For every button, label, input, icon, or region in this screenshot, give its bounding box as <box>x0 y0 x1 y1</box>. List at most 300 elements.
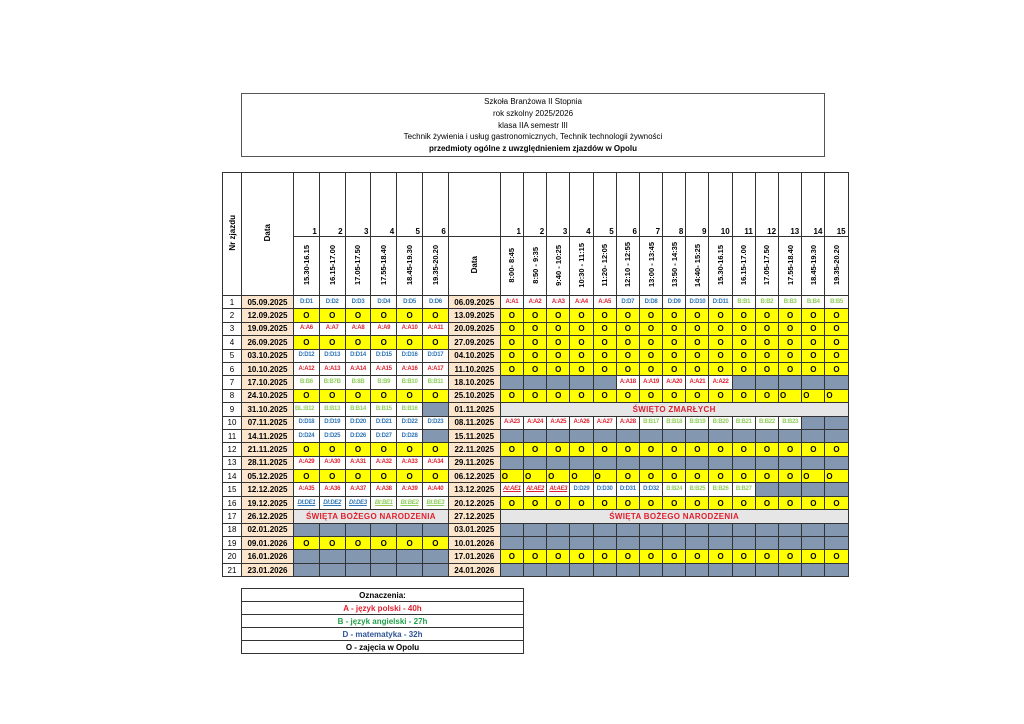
empty-slot <box>732 537 755 550</box>
empty-slot <box>523 537 546 550</box>
friday-date: 26.09.2025 <box>242 336 294 349</box>
math-lesson: D:D5 <box>397 296 423 309</box>
english-lesson: B:B18 <box>663 416 686 429</box>
english-lesson: B:B10 <box>397 376 423 389</box>
empty-slot <box>593 456 616 469</box>
opole-slot: O <box>686 349 709 362</box>
friday-date: 02.01.2025 <box>242 523 294 536</box>
opole-slot: O <box>732 349 755 362</box>
saturday-period-number: 4 <box>570 173 593 237</box>
opole-slot: O <box>319 389 345 402</box>
empty-slot <box>732 456 755 469</box>
polish-lesson: A:A9 <box>371 322 397 335</box>
opole-slot: O <box>686 550 709 563</box>
opole-slot: O <box>345 309 371 322</box>
empty-slot <box>802 429 825 442</box>
table-row <box>223 349 849 362</box>
friday-date: 17.10.2025 <box>242 376 294 389</box>
empty-slot <box>319 523 345 536</box>
empty-slot <box>547 563 570 576</box>
saturday-date: 13.12.2025 <box>448 483 500 496</box>
math-lesson: D:D19 <box>319 416 345 429</box>
table-row <box>223 376 849 389</box>
opole-slot: O <box>732 309 755 322</box>
opole-slot: O <box>663 550 686 563</box>
polish-lesson: A:A15 <box>371 362 397 375</box>
friday-period-time-label: 18.45-19.30 <box>405 244 415 286</box>
opole-slot: O <box>593 349 616 362</box>
opole-slot: O <box>500 349 523 362</box>
opole-slot: O <box>802 362 825 375</box>
opole-slot: O <box>825 362 848 375</box>
polish-lesson: A:A24 <box>523 416 546 429</box>
friday-period-number: 2 <box>319 173 345 237</box>
empty-slot <box>639 429 662 442</box>
table-row <box>223 336 849 349</box>
empty-slot <box>825 563 848 576</box>
row-number: 7 <box>223 376 242 389</box>
saturday-period-time <box>779 237 802 296</box>
saturday-period-time-label: 10:30 - 11:15 <box>576 242 586 288</box>
opole-slot: O <box>686 470 709 483</box>
holiday-banner: ŚWIĘTA BOŻEGO NARODZENIA <box>294 510 449 523</box>
saturday-period-number: 1 <box>500 173 523 237</box>
empty-slot <box>294 563 320 576</box>
opole-slot: O <box>732 389 755 402</box>
polish-lesson: A:A27 <box>593 416 616 429</box>
row-number: 5 <box>223 349 242 362</box>
math-lesson: D:D20 <box>345 416 371 429</box>
empty-slot <box>570 563 593 576</box>
opole-slot: O <box>371 336 397 349</box>
holiday-banner: ŚWIĘTA BOŻEGO NARODZENIA <box>500 510 848 523</box>
opole-slot: O <box>802 309 825 322</box>
opole-slot: O <box>639 550 662 563</box>
opole-slot: O <box>570 550 593 563</box>
english-lesson: BI:BE1 <box>371 496 397 509</box>
table-row <box>223 429 849 442</box>
opole-slot: O <box>547 322 570 335</box>
empty-slot <box>755 376 778 389</box>
empty-slot <box>755 537 778 550</box>
opole-slot: O <box>686 309 709 322</box>
opole-slot: O <box>547 362 570 375</box>
opole-slot: O <box>593 322 616 335</box>
opole-slot: O <box>616 336 639 349</box>
opole-slot: O <box>802 443 825 456</box>
saturday-period-time <box>639 237 662 296</box>
math-lesson: D:D22 <box>397 416 423 429</box>
empty-slot <box>593 523 616 536</box>
empty-slot <box>802 523 825 536</box>
opole-slot: O <box>639 322 662 335</box>
opole-slot: O <box>779 362 802 375</box>
opole-slot: O <box>345 389 371 402</box>
opole-slot: O <box>500 470 523 483</box>
friday-date: 12.12.2025 <box>242 483 294 496</box>
legend-title: Oznaczenia: <box>242 589 524 602</box>
empty-slot <box>709 523 732 536</box>
table-row <box>223 389 849 402</box>
english-lesson: B:B7B <box>319 376 345 389</box>
opole-slot: O <box>639 362 662 375</box>
opole-slot: O <box>570 496 593 509</box>
opole-slot: O <box>825 470 848 483</box>
opole-slot: O <box>779 470 802 483</box>
opole-slot: O <box>294 470 320 483</box>
empty-slot <box>345 523 371 536</box>
empty-slot <box>709 456 732 469</box>
table-row <box>223 523 849 536</box>
opole-slot: O <box>779 349 802 362</box>
opole-slot: O <box>397 443 423 456</box>
empty-slot <box>825 456 848 469</box>
opole-slot: O <box>709 362 732 375</box>
friday-date: 12.09.2025 <box>242 309 294 322</box>
saturday-date: 10.01.2026 <box>448 537 500 550</box>
empty-slot <box>616 456 639 469</box>
opole-slot: O <box>523 309 546 322</box>
empty-slot <box>686 563 709 576</box>
legend-table <box>241 588 524 654</box>
saturday-period-number: 2 <box>523 173 546 237</box>
opole-slot: O <box>709 389 732 402</box>
opole-slot: O <box>547 496 570 509</box>
polish-lesson: A:A5 <box>593 296 616 309</box>
opole-slot: O <box>371 537 397 550</box>
opole-slot: O <box>779 309 802 322</box>
opole-slot: O <box>639 389 662 402</box>
opole-slot: O <box>523 322 546 335</box>
empty-slot <box>319 550 345 563</box>
opole-slot: O <box>593 443 616 456</box>
polish-lesson: A:A3 <box>547 296 570 309</box>
table-row <box>223 322 849 335</box>
opole-slot: O <box>570 389 593 402</box>
opole-slot: O <box>825 443 848 456</box>
friday-period-number: 4 <box>371 173 397 237</box>
opole-slot: O <box>639 309 662 322</box>
english-lesson: B:B15 <box>371 403 397 416</box>
friday-period-number: 5 <box>397 173 423 237</box>
empty-slot <box>779 429 802 442</box>
english-lesson: B:B21 <box>732 416 755 429</box>
opole-slot: O <box>755 349 778 362</box>
empty-slot <box>802 456 825 469</box>
opole-slot: O <box>345 336 371 349</box>
saturday-date: 27.12.2025 <box>448 510 500 523</box>
math-lesson: D:D17 <box>422 349 448 362</box>
opole-slot: O <box>755 389 778 402</box>
opole-slot: O <box>319 336 345 349</box>
opole-slot: O <box>663 349 686 362</box>
saturday-period-time-label: 8:50 - 9:35 <box>530 246 540 284</box>
legend-english: B - język angielski - 27h <box>242 615 524 628</box>
empty-slot <box>732 563 755 576</box>
schedule-body <box>223 296 849 577</box>
polish-lesson: A:A26 <box>570 416 593 429</box>
opole-slot: O <box>570 443 593 456</box>
opole-slot: O <box>709 336 732 349</box>
opole-slot: O <box>500 309 523 322</box>
empty-slot <box>755 483 778 496</box>
opole-slot: O <box>422 336 448 349</box>
opole-slot: O <box>825 322 848 335</box>
friday-date: 10.10.2025 <box>242 362 294 375</box>
empty-slot <box>802 563 825 576</box>
opole-slot: O <box>802 322 825 335</box>
opole-slot: O <box>663 336 686 349</box>
col-date-fri-header <box>242 173 294 296</box>
empty-slot <box>371 550 397 563</box>
opole-slot: O <box>593 550 616 563</box>
opole-slot: O <box>547 443 570 456</box>
opole-slot: O <box>802 550 825 563</box>
saturday-period-time-label: 17.55-18.40 <box>785 244 795 286</box>
opole-slot: O <box>663 470 686 483</box>
english-lesson: B:8B <box>345 376 371 389</box>
saturday-period-time <box>523 237 546 296</box>
row-number: 12 <box>223 443 242 456</box>
friday-period-time <box>422 237 448 296</box>
friday-period-time-label: 16.15-17.00 <box>327 244 337 286</box>
saturday-period-time-label: 8:00- 8:45 <box>507 247 517 283</box>
polish-lesson: A:A20 <box>663 376 686 389</box>
saturday-period-time <box>802 237 825 296</box>
empty-slot <box>422 523 448 536</box>
friday-date: 24.10.2025 <box>242 389 294 402</box>
friday-period-time <box>294 237 320 296</box>
saturday-date: 04.10.2025 <box>448 349 500 362</box>
friday-date: 28.11.2025 <box>242 456 294 469</box>
opole-slot: O <box>319 537 345 550</box>
friday-date: 05.09.2025 <box>242 296 294 309</box>
math-lesson: DI:DE3 <box>345 496 371 509</box>
school-name: Szkoła Branżowa II Stopnia <box>484 97 582 106</box>
opole-slot: O <box>779 443 802 456</box>
opole-slot: O <box>593 309 616 322</box>
empty-slot <box>345 563 371 576</box>
opole-slot: O <box>825 389 848 402</box>
empty-slot <box>686 537 709 550</box>
polish-lesson: A:A19 <box>639 376 662 389</box>
polish-lesson: A:A12 <box>294 362 320 375</box>
empty-slot <box>616 537 639 550</box>
row-number: 17 <box>223 510 242 523</box>
opole-slot: O <box>547 550 570 563</box>
col-nr-label: Nr zjazdu <box>227 215 237 251</box>
math-lesson: D:D25 <box>319 429 345 442</box>
polish-lesson: A:A16 <box>397 362 423 375</box>
english-lesson: B:B19 <box>686 416 709 429</box>
english-lesson: B:B17 <box>639 416 662 429</box>
saturday-period-time-label: 14:40- 15:25 <box>692 243 702 287</box>
empty-slot <box>570 429 593 442</box>
english-lesson: B:B14 <box>345 403 371 416</box>
empty-slot <box>825 483 848 496</box>
empty-slot <box>755 429 778 442</box>
polish-lesson: AI:AE3 <box>547 483 570 496</box>
polish-lesson: A:A6 <box>294 322 320 335</box>
opole-slot: O <box>319 309 345 322</box>
table-row <box>223 470 849 483</box>
polish-lesson: A:A2 <box>523 296 546 309</box>
saturday-period-time-label: 17.05-17.50 <box>762 244 772 286</box>
empty-slot <box>593 537 616 550</box>
saturday-date: 20.09.2025 <box>448 322 500 335</box>
empty-slot <box>547 456 570 469</box>
opole-slot: O <box>397 309 423 322</box>
opole-slot: O <box>345 470 371 483</box>
friday-period-number: 6 <box>422 173 448 237</box>
friday-date: 26.12.2025 <box>242 510 294 523</box>
opole-slot: O <box>709 496 732 509</box>
empty-slot <box>779 523 802 536</box>
math-lesson: D:D29 <box>570 483 593 496</box>
english-lesson: B:B25 <box>686 483 709 496</box>
opole-slot: O <box>616 362 639 375</box>
polish-lesson: A:A39 <box>397 483 423 496</box>
saturday-period-time <box>500 237 523 296</box>
saturday-period-time <box>570 237 593 296</box>
opole-slot: O <box>294 443 320 456</box>
opole-slot: O <box>500 389 523 402</box>
empty-slot <box>294 523 320 536</box>
math-lesson: D:D4 <box>371 296 397 309</box>
saturday-period-time <box>709 237 732 296</box>
empty-slot <box>422 403 448 416</box>
friday-date: 14.11.2025 <box>242 429 294 442</box>
empty-slot <box>547 429 570 442</box>
empty-slot <box>570 376 593 389</box>
saturday-date: 13.09.2025 <box>448 309 500 322</box>
math-lesson: D:D2 <box>319 296 345 309</box>
english-lesson: B:B20 <box>709 416 732 429</box>
saturday-period-time-label: 13:00 - 13:45 <box>646 242 656 288</box>
friday-date: 05.12.2025 <box>242 470 294 483</box>
opole-slot: O <box>755 470 778 483</box>
english-lesson: B:B16 <box>397 403 423 416</box>
opole-slot: O <box>639 470 662 483</box>
saturday-date: 03.01.2025 <box>448 523 500 536</box>
opole-slot: O <box>547 309 570 322</box>
math-lesson: D:D12 <box>294 349 320 362</box>
table-row <box>223 537 849 550</box>
friday-period-time <box>345 237 371 296</box>
empty-slot <box>709 563 732 576</box>
row-number: 15 <box>223 483 242 496</box>
saturday-period-time-label: 19.35-20.20 <box>832 244 841 286</box>
empty-slot <box>779 376 802 389</box>
opole-slot: O <box>371 389 397 402</box>
saturday-period-time-label: 15.30-16.15 <box>716 244 726 286</box>
english-lesson: B:B2 <box>755 296 778 309</box>
opole-slot: O <box>639 443 662 456</box>
math-lesson: D:D8 <box>639 296 662 309</box>
friday-date: 23.01.2026 <box>242 563 294 576</box>
table-row <box>223 496 849 509</box>
opole-slot: O <box>686 443 709 456</box>
saturday-date: 20.12.2025 <box>448 496 500 509</box>
table-row <box>223 403 849 416</box>
empty-slot <box>547 376 570 389</box>
saturday-date: 29.11.2025 <box>448 456 500 469</box>
saturday-period-time-label: 12:10 - 12:55 <box>623 242 633 288</box>
saturday-period-time <box>616 237 639 296</box>
opole-slot: O <box>732 470 755 483</box>
empty-slot <box>755 523 778 536</box>
empty-slot <box>593 376 616 389</box>
empty-slot <box>500 537 523 550</box>
empty-slot <box>523 456 546 469</box>
schedule-table <box>222 172 849 577</box>
polish-lesson: A:A22 <box>709 376 732 389</box>
opole-slot: O <box>755 443 778 456</box>
english-lesson: BL:B12 <box>294 403 320 416</box>
math-lesson: DI:DE1 <box>294 496 320 509</box>
empty-slot <box>663 563 686 576</box>
saturday-date: 24.01.2026 <box>448 563 500 576</box>
empty-slot <box>709 537 732 550</box>
opole-slot: O <box>500 322 523 335</box>
opole-slot: O <box>663 309 686 322</box>
col-date-sat-top <box>448 173 500 237</box>
math-lesson: D:D15 <box>371 349 397 362</box>
polish-lesson: AI:AE2 <box>523 483 546 496</box>
opole-slot: O <box>825 550 848 563</box>
table-row <box>223 309 849 322</box>
opole-slot: O <box>523 336 546 349</box>
saturday-period-number: 11 <box>732 173 755 237</box>
opole-slot: O <box>523 470 546 483</box>
empty-slot <box>663 523 686 536</box>
empty-slot <box>779 563 802 576</box>
friday-date: 19.09.2025 <box>242 322 294 335</box>
opole-slot: O <box>523 389 546 402</box>
table-row <box>223 456 849 469</box>
saturday-period-time-label: 16.15-17.00 <box>739 244 749 286</box>
row-number: 4 <box>223 336 242 349</box>
math-lesson: D:D3 <box>345 296 371 309</box>
empty-slot <box>639 523 662 536</box>
header-row-numbers <box>223 173 849 237</box>
english-lesson: B:B11 <box>422 376 448 389</box>
opole-slot: O <box>779 550 802 563</box>
opole-slot: O <box>732 362 755 375</box>
saturday-period-time-label: 9:40 - 10:25 <box>553 244 563 286</box>
empty-slot <box>397 550 423 563</box>
opole-slot: O <box>663 322 686 335</box>
row-number: 3 <box>223 322 242 335</box>
opole-slot: O <box>422 470 448 483</box>
legend-math: D - matematyka - 32h <box>242 628 524 641</box>
opole-slot: O <box>570 362 593 375</box>
opole-slot: O <box>755 496 778 509</box>
saturday-date: 17.01.2026 <box>448 550 500 563</box>
polish-lesson: A:A23 <box>500 416 523 429</box>
row-number: 19 <box>223 537 242 550</box>
legend-row <box>242 641 524 654</box>
row-number: 16 <box>223 496 242 509</box>
empty-slot <box>663 456 686 469</box>
opole-slot: O <box>755 322 778 335</box>
opole-slot: O <box>319 443 345 456</box>
saturday-period-number: 3 <box>547 173 570 237</box>
opole-slot: O <box>422 309 448 322</box>
table-row <box>223 510 849 523</box>
opole-slot: O <box>802 336 825 349</box>
saturday-period-time <box>663 237 686 296</box>
